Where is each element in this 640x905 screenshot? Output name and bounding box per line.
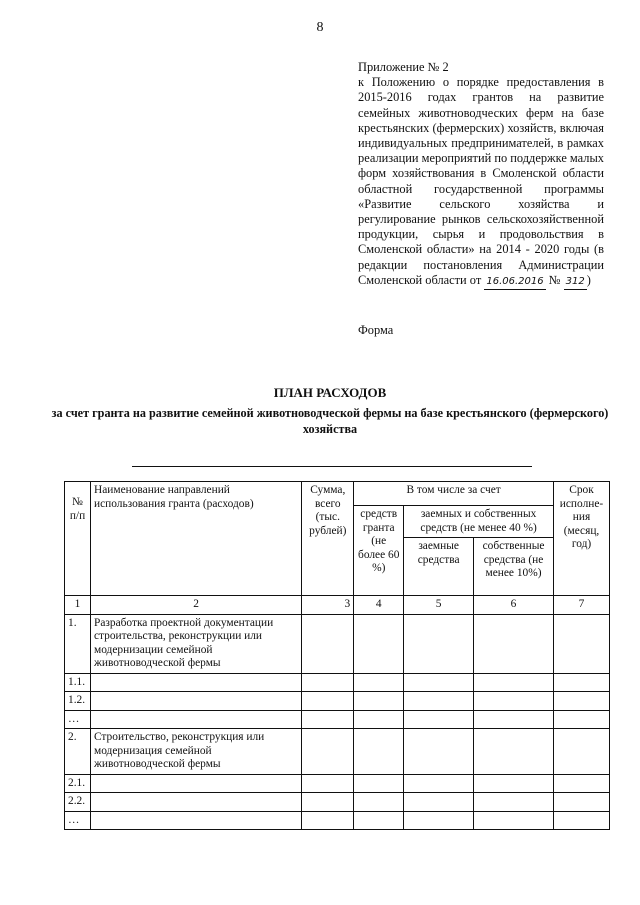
- number-label: №: [548, 272, 561, 287]
- blank-fill-line: [132, 466, 532, 467]
- appendix-heading: Приложение № 2: [358, 60, 449, 74]
- row-num: 2.: [65, 729, 91, 775]
- handwritten-number: 312: [564, 274, 587, 290]
- row-num: 1.2.: [65, 692, 91, 711]
- header-term: Срок исполне-ния (месяц, год): [553, 482, 609, 596]
- table-row: [65, 729, 610, 775]
- colnum-5: 5: [404, 596, 474, 615]
- header-loan-own: заемных и собственных средств (не менее 40 %): [404, 506, 554, 538]
- row-num: …: [65, 811, 91, 830]
- form-label: Форма: [358, 323, 394, 337]
- handwritten-date: 16.06.2016: [484, 274, 545, 290]
- row-name: [90, 793, 301, 812]
- header-direction: Наименование направлений использования гранта (расходов): [90, 482, 301, 596]
- header-including: В том числе за счет: [354, 482, 554, 506]
- table-row: [65, 673, 610, 692]
- colnum-3: 3: [302, 596, 354, 615]
- document-title: ПЛАН РАСХОДОВ: [273, 385, 387, 400]
- table-row: [65, 793, 610, 812]
- colnum-7: 7: [553, 596, 609, 615]
- header-num: № п/п: [65, 482, 91, 596]
- closing-paren: ): [586, 272, 591, 287]
- appendix-text: к Положению о порядке предоставления в 2015-2016 годах грантов на развитие семейных животноводческих ферм на базе крестьянских (фермерских) хозяйств, включая индивидуальных предпринимателей, в рамках реализации мероприятий по поддержке малых форм хозяйствования в Смоленской области областной государственной программы «Развитие сельского хозяйства и регулирование рынков сельскохозяйственной продукции, сырья и продовольствия в Смоленской области» на 2014 - 2020 годы (в редакции постановления Администрации Смоленской области от: [358, 75, 604, 287]
- colnum-1: 1: [65, 596, 91, 615]
- table-row: [65, 692, 610, 711]
- row-name: [90, 811, 301, 830]
- header-grant: средств гранта (не более 60 %): [354, 506, 404, 596]
- colnum-2: 2: [90, 596, 301, 615]
- table-row: [65, 774, 610, 793]
- expense-plan-table: [64, 481, 610, 830]
- header-own: собственные средства (не менее 10%): [474, 538, 554, 596]
- row-num: 2.1.: [65, 774, 91, 793]
- row-name: Разработка проектной документации строительства, реконструкции или модернизации семейной животноводческой фермы: [90, 614, 301, 673]
- row-num: 2.2.: [65, 793, 91, 812]
- row-name: [90, 710, 301, 729]
- colnum-6: 6: [474, 596, 554, 615]
- appendix-block: [358, 60, 604, 290]
- row-name: [90, 692, 301, 711]
- row-name: [90, 673, 301, 692]
- row-num: 1.: [65, 614, 91, 673]
- row-name: Строительство, реконструкция или модернизация семейной животноводческой фермы: [90, 729, 301, 775]
- table-row: [65, 710, 610, 729]
- row-num: …: [65, 710, 91, 729]
- header-loan: заемные средства: [404, 538, 474, 596]
- colnum-4: 4: [354, 596, 404, 615]
- table-row: [65, 614, 610, 673]
- header-sum: Сумма, всего (тыс. рублей): [302, 482, 354, 596]
- row-name: [90, 774, 301, 793]
- document-subtitle: за счет гранта на развитие семейной животноводческой фермы на базе крестьянского (фермерского) хозяйства: [51, 406, 609, 436]
- table-row: [65, 811, 610, 830]
- page-number: 8: [316, 20, 324, 35]
- row-num: 1.1.: [65, 673, 91, 692]
